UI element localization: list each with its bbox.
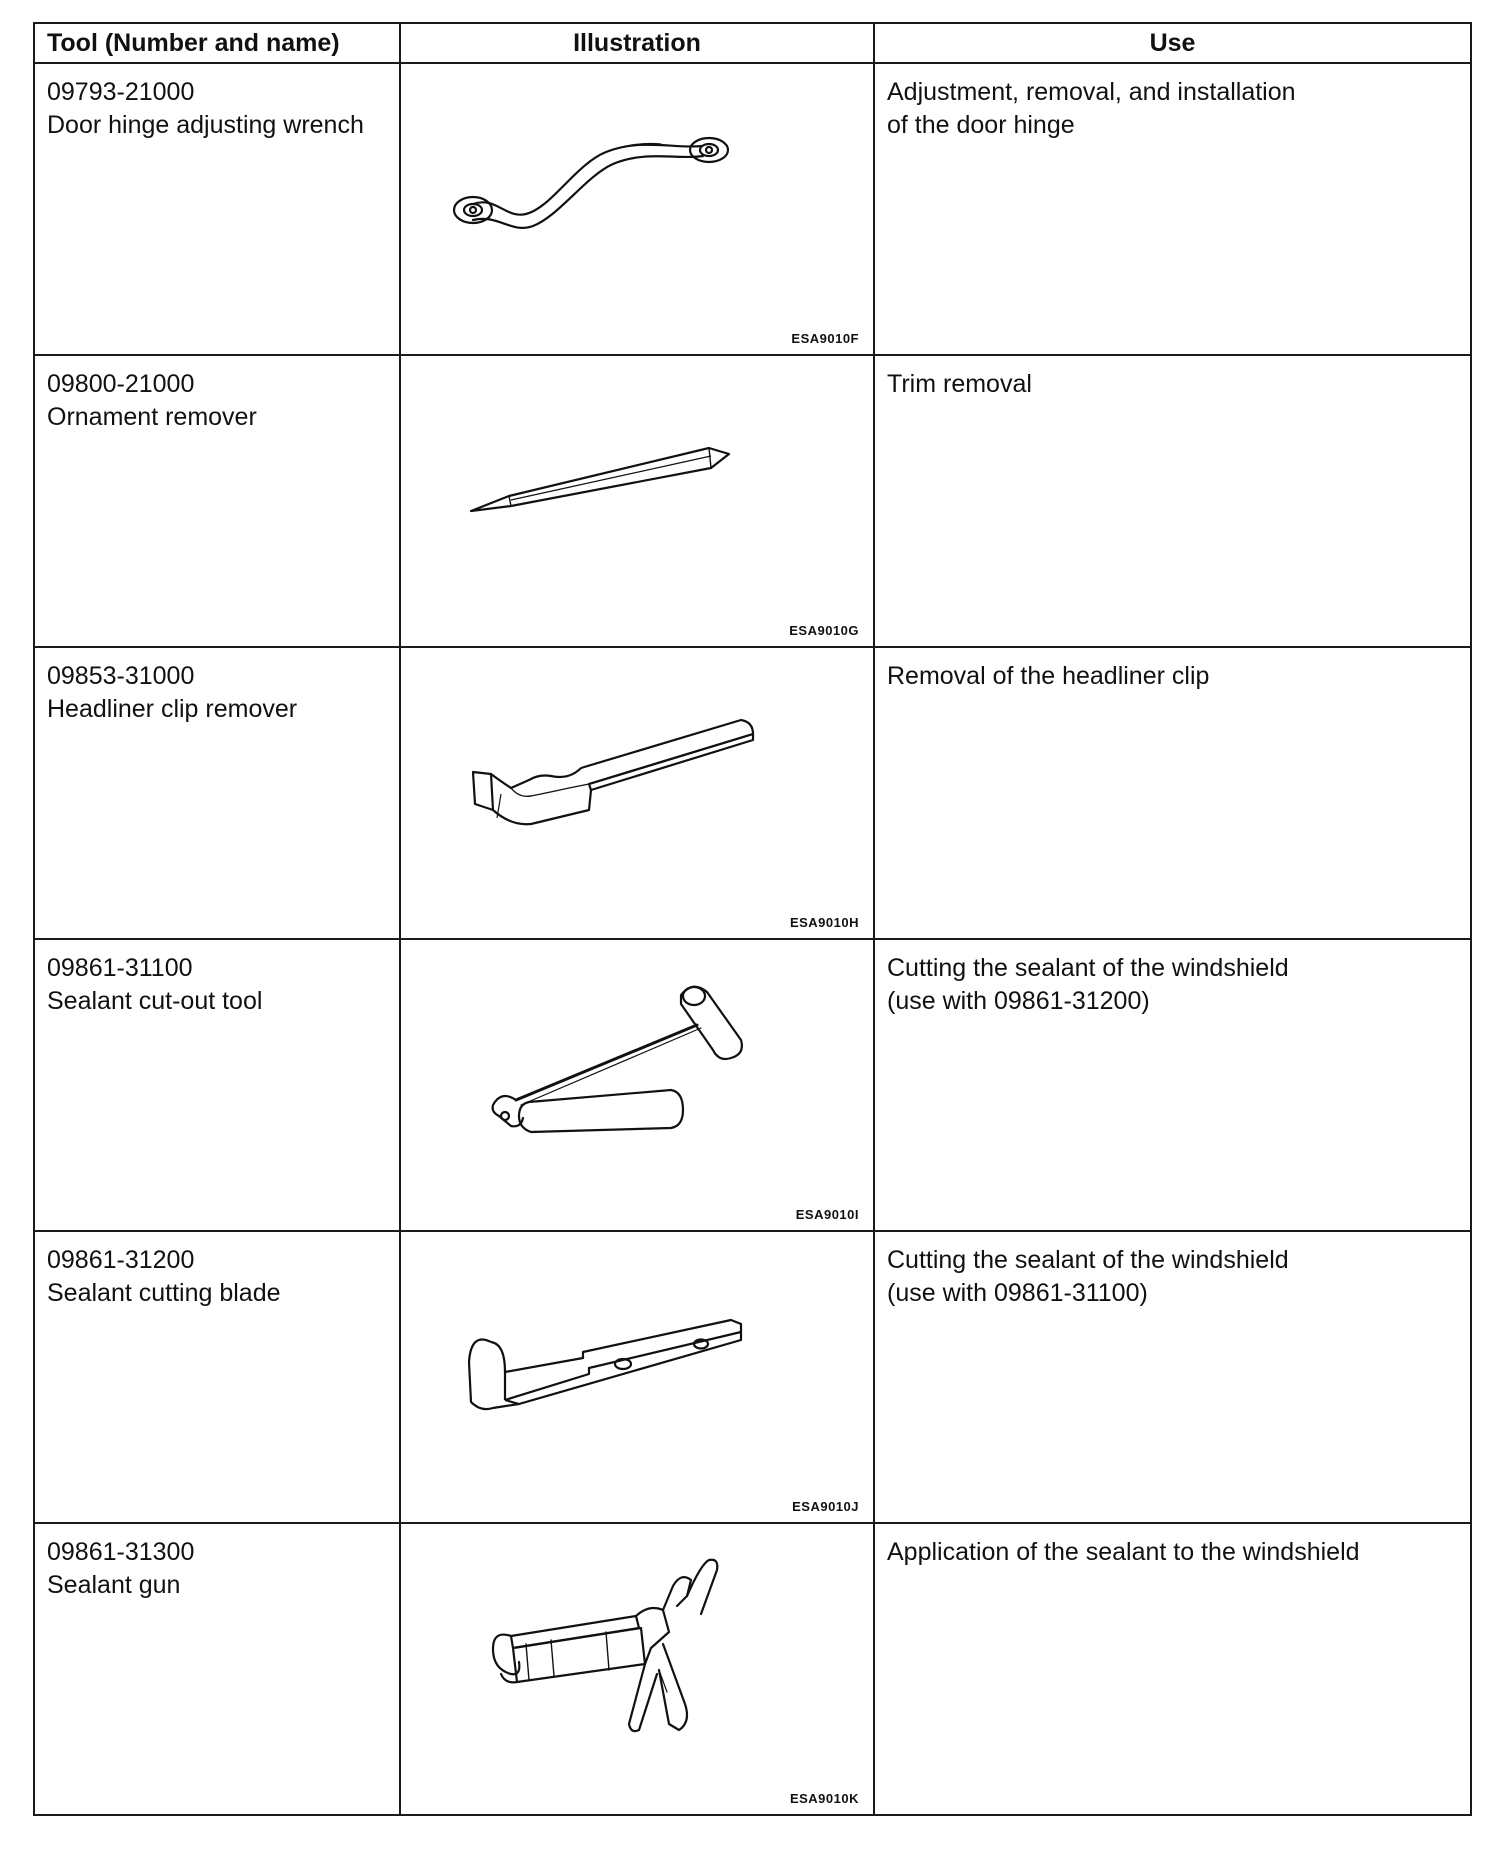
table-row xyxy=(34,647,1471,939)
illustration-cell xyxy=(400,1523,874,1815)
figure-code: ESA9010J xyxy=(792,1499,859,1514)
illustration-cell xyxy=(400,939,874,1231)
headliner-clip-remover-icon xyxy=(401,648,875,938)
tool-name: Ornament remover xyxy=(47,403,257,431)
table-row xyxy=(34,1231,1471,1523)
table-row xyxy=(34,1523,1471,1815)
tool-cell xyxy=(34,939,400,1231)
use-cell xyxy=(874,1231,1471,1523)
tool-name: Sealant gun xyxy=(47,1571,181,1599)
table-row xyxy=(34,939,1471,1231)
table-row xyxy=(34,355,1471,647)
tool-name: Sealant cut-out tool xyxy=(47,987,263,1015)
tool-name: Sealant cutting blade xyxy=(47,1279,281,1307)
tool-number: 09853-31000 xyxy=(47,662,195,690)
tool-name: Headliner clip remover xyxy=(47,695,298,723)
figure-code: ESA9010F xyxy=(791,331,859,346)
tool-cell xyxy=(34,1523,400,1815)
tool-number: 09861-31300 xyxy=(47,1538,195,1566)
tool-cell xyxy=(34,355,400,647)
use-cell xyxy=(874,63,1471,355)
tool-use: Trim removal xyxy=(887,370,1032,398)
tool-number: 09800-21000 xyxy=(47,370,195,398)
table-row xyxy=(34,63,1471,355)
tool-number: 09861-31100 xyxy=(47,954,193,982)
door-hinge-wrench-icon xyxy=(401,64,875,354)
tool-name: Door hinge adjusting wrench xyxy=(47,111,364,139)
illustration-cell xyxy=(400,355,874,647)
figure-code: ESA9010K xyxy=(789,1791,859,1806)
ornament-remover-icon xyxy=(401,356,875,646)
use-cell xyxy=(874,1523,1471,1815)
tool-use: Cutting the sealant of the windshield (use with 09861-31100) xyxy=(887,1246,1289,1307)
tool-number: 09861-31200 xyxy=(47,1246,195,1274)
use-cell xyxy=(874,939,1471,1231)
sealant-gun-icon xyxy=(401,1524,875,1814)
sealant-cutting-blade-icon xyxy=(401,1232,875,1522)
tool-use: Cutting the sealant of the windshield (use with 09861-31200) xyxy=(887,954,1289,1015)
tool-cell xyxy=(34,647,400,939)
header-tool: Tool (Number and name) xyxy=(34,23,400,63)
use-cell xyxy=(874,355,1471,647)
use-cell xyxy=(874,647,1471,939)
figure-code: ESA9010I xyxy=(795,1207,859,1222)
header-row xyxy=(34,23,1471,63)
tool-use: Adjustment, removal, and installation of the door hinge xyxy=(887,78,1296,139)
tool-cell xyxy=(34,1231,400,1523)
figure-code: ESA9010G xyxy=(789,623,859,638)
header-illustration: Illustration xyxy=(400,23,874,63)
illustration-cell xyxy=(400,647,874,939)
illustration-cell xyxy=(400,1231,874,1523)
tool-cell xyxy=(34,63,400,355)
illustration-cell xyxy=(400,63,874,355)
tool-use: Removal of the headliner clip xyxy=(887,662,1210,690)
special-tools-table xyxy=(33,22,1472,1816)
header-use: Use xyxy=(874,23,1471,63)
tool-number: 09793-21000 xyxy=(47,78,195,106)
tool-use: Application of the sealant to the windshield xyxy=(887,1538,1360,1566)
sealant-cut-out-tool-icon xyxy=(401,940,875,1230)
figure-code: ESA9010H xyxy=(789,915,859,930)
